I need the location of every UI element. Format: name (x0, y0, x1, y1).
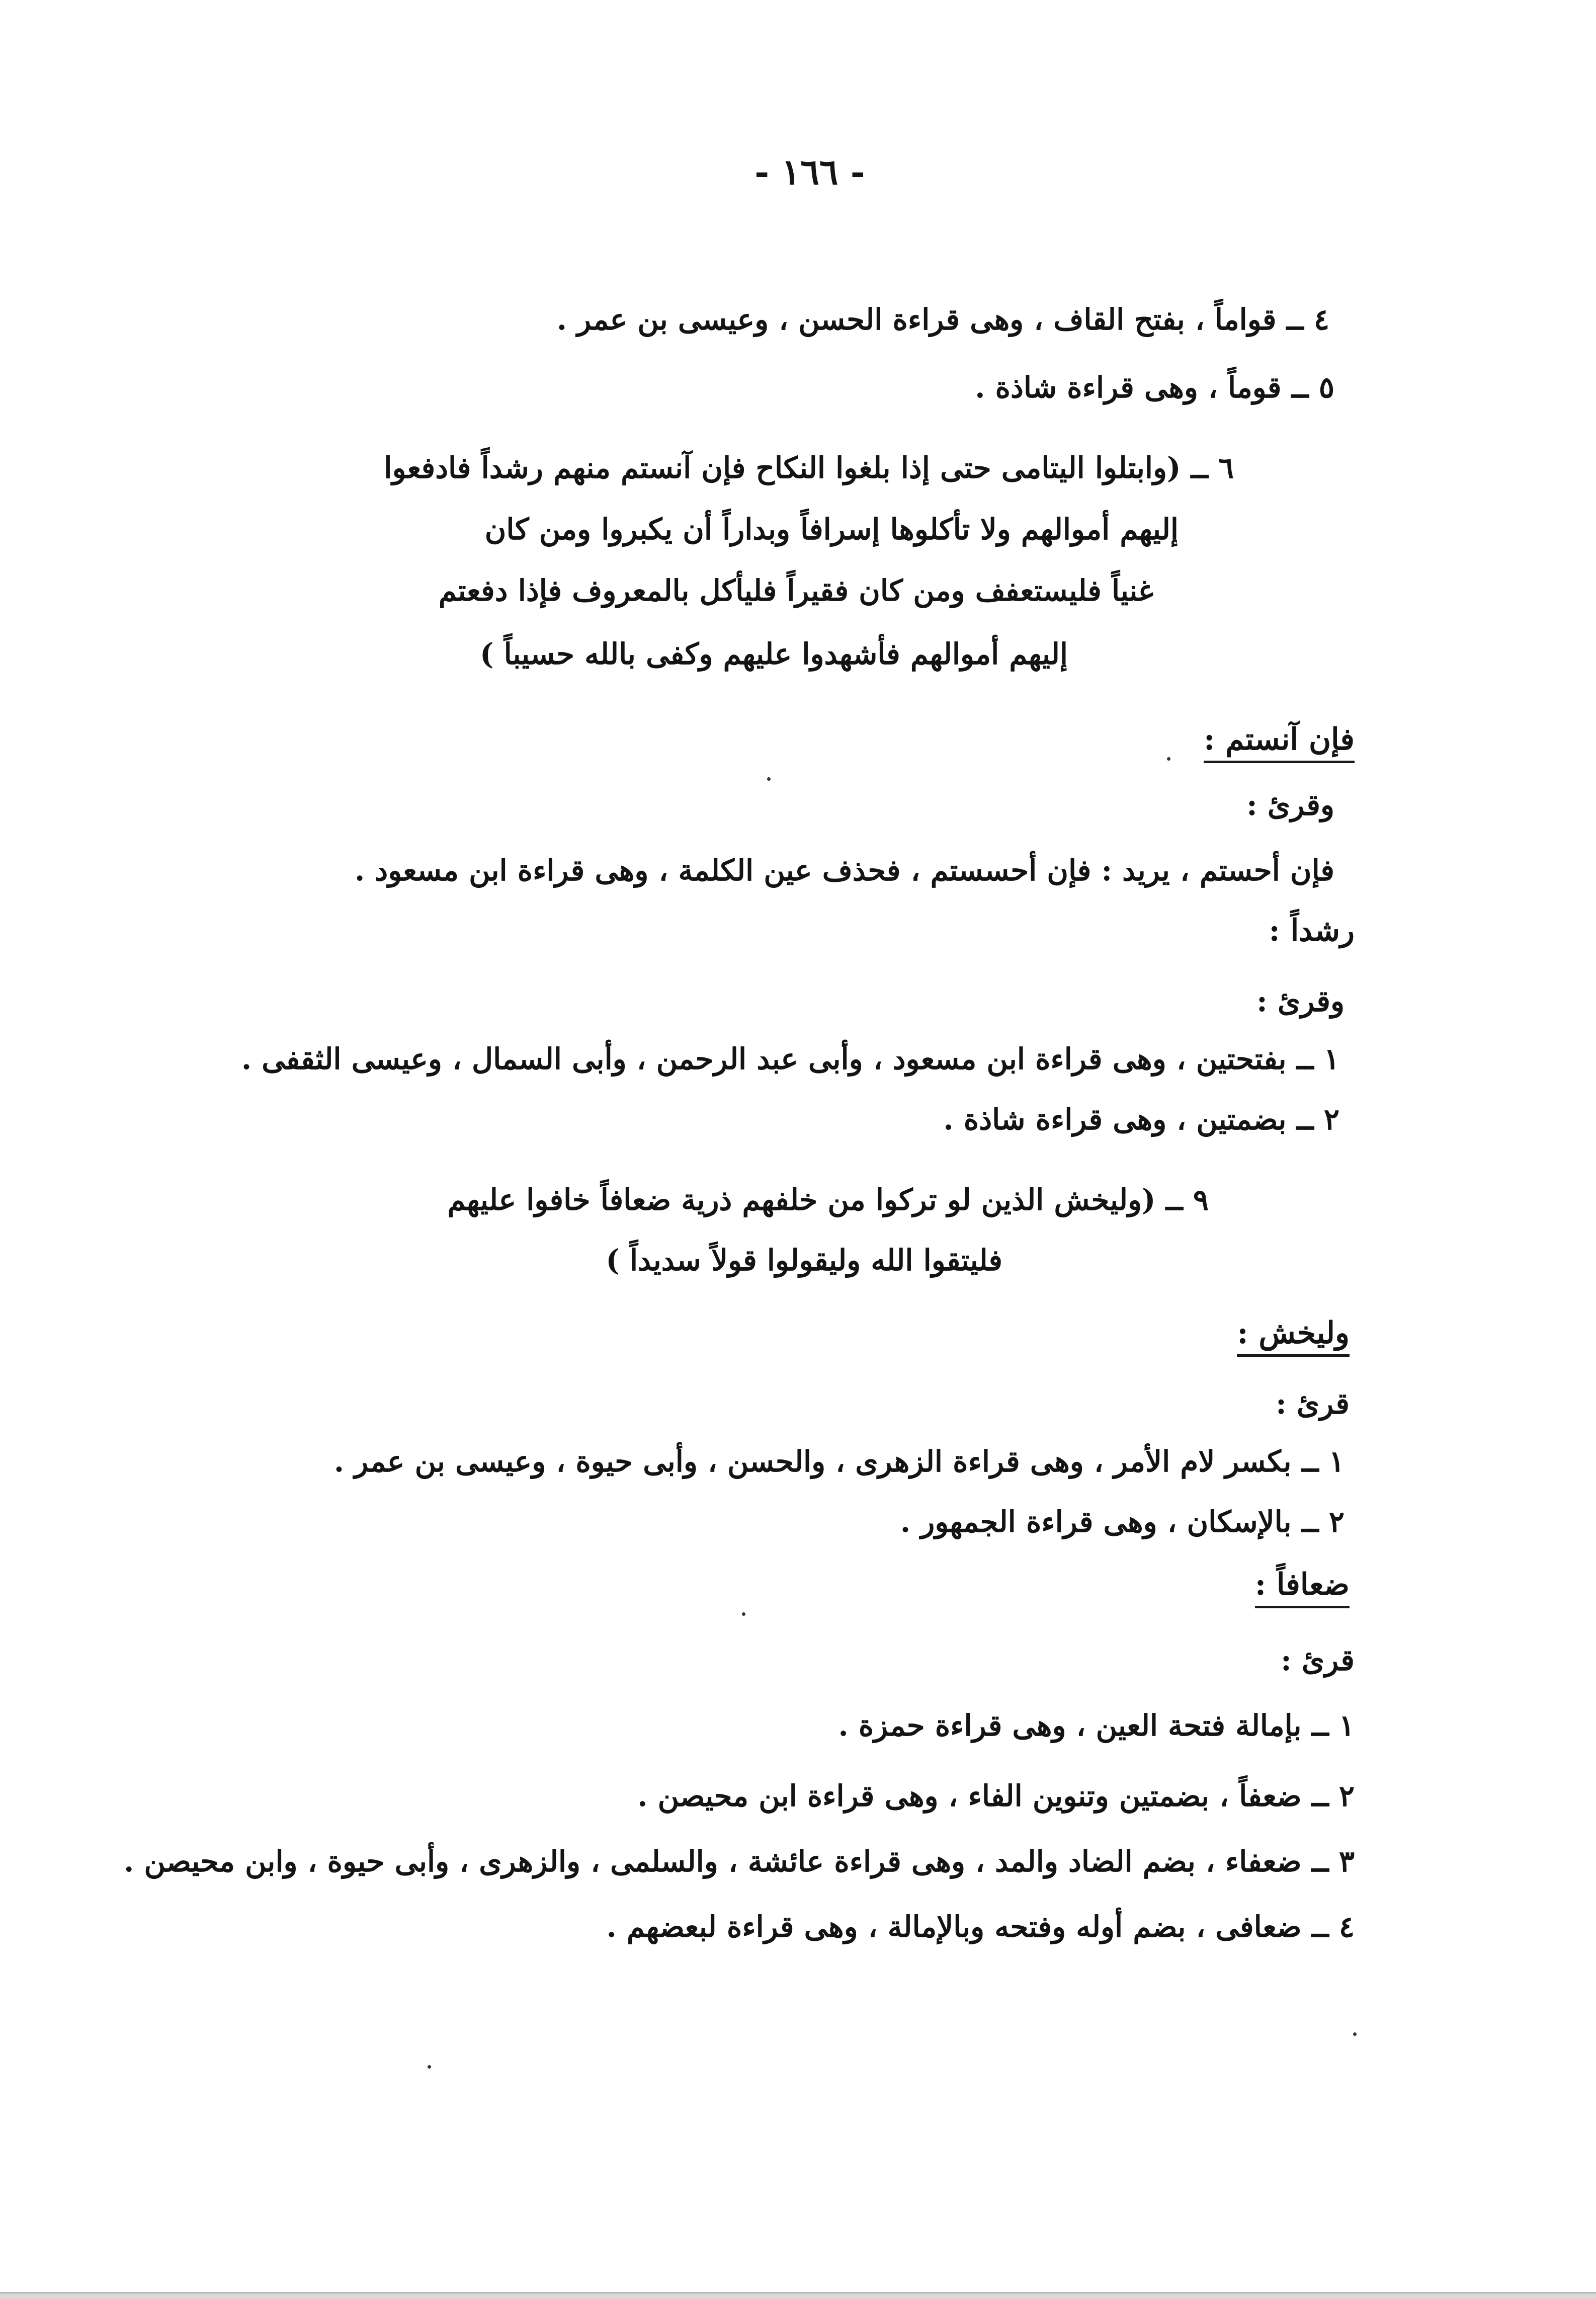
rushdan-item-1: ١ ــ بفتحتين ، وهى قراءة ابن مسعود ، وأبى عبد الرحمن ، وأبى السمال ، وعيسى الثقفى . (241, 1042, 1339, 1076)
page-number: - ١٦٦ - (754, 151, 865, 193)
intro-item-5: ٥ ــ قوماً ، وهى قراءة شاذة . (975, 370, 1334, 404)
qurie-label-3: قرئ : (1276, 1386, 1350, 1421)
qurie-label-2: وقرئ : (1256, 984, 1345, 1018)
rushdan-item-2: ٢ ــ بضمتين ، وهى قراءة شاذة . (943, 1102, 1339, 1136)
heading-anastum-text: فإن آنستم : (1204, 722, 1355, 757)
diafan-item-2: ٢ ــ ضعفاً ، بضمتين وتنوين الفاء ، وهى قراءة ابن محيصن . (637, 1779, 1355, 1813)
verse-9-line-1: ٩ ــ (وليخش الذين لو تركوا من خلفهم ذرية ضعافاً خافوا عليهم (447, 1183, 1209, 1217)
scan-speck (1353, 2032, 1357, 2036)
walyakhsha-item-1: ١ ــ بكسر لام الأمر ، وهى قراءة الزهرى ، والحسن ، وأبى حيوة ، وعيسى بن عمر . (333, 1444, 1345, 1479)
heading-anastum-underline (1204, 761, 1355, 763)
heading-diafan (1255, 1565, 1350, 1608)
walyakhsha-item-2: ٢ ــ بالإسكان ، وهى قراءة الجمهور . (900, 1505, 1345, 1539)
qurie-label-4: قرئ : (1281, 1643, 1355, 1677)
heading-rushdan (1269, 911, 1355, 951)
heading-diafan-underline (1255, 1606, 1350, 1608)
scan-speck (742, 1612, 745, 1616)
anastum-reading: فإن أحستم ، يريد : فإن أحسستم ، فحذف عين الكلمة ، وهى قراءة ابن مسعود . (355, 853, 1334, 887)
intro-item-4: ٤ ــ قواماً ، بفتح القاف ، وهى قراءة الحسن ، وعيسى بن عمر . (556, 302, 1329, 337)
verse-6-line-3: غنياً فليستعفف ومن كان فقيراً فليأكل بالمعروف فإذا دفعتم (438, 573, 1153, 608)
verse-6-line-1: ٦ ــ (وابتلوا اليتامى حتى إذا بلغوا النكاح فإن آنستم منهم رشداً فادفعوا (384, 451, 1234, 485)
verse-9-line-2: فليتقوا الله وليقولوا قولاً سديداً ) (606, 1243, 1002, 1277)
scan-speck (767, 777, 771, 781)
scan-bottom-edge (0, 2292, 1596, 2299)
diafan-item-4: ٤ ــ ضعافى ، بضم أوله وفتحه وبالإمالة ، وهى قراءة لبعضهم . (606, 1910, 1355, 1944)
heading-diafan-text: ضعافاً : (1254, 1567, 1350, 1602)
heading-walyakhsha (1237, 1313, 1350, 1357)
qurie-label-1: وقرئ : (1246, 788, 1334, 822)
heading-walyakhsha-underline (1237, 1354, 1350, 1357)
heading-walyakhsha-text: وليخش : (1237, 1316, 1350, 1351)
verse-6-line-2: إليهم أموالهم ولا تأكلوها إسرافاً وبداراً أن يكبروا ومن كان (484, 512, 1179, 546)
heading-anastum (1204, 719, 1355, 763)
diafan-item-3: ٣ ــ ضعفاء ، بضم الضاد والمد ، وهى قراءة عائشة ، والسلمى ، والزهرى ، وأبى حيوة ، وابن محيصن . (124, 1844, 1355, 1878)
scan-speck (1167, 757, 1170, 761)
heading-rushdan-text: رشداً : (1269, 913, 1355, 948)
verse-6-line-4: إليهم أموالهم فأشهدوا عليهم وكفى بالله حسيباً ) (480, 637, 1068, 671)
scan-speck (428, 2065, 431, 2069)
diafan-item-1: ١ ــ بإمالة فتحة العين ، وهى قراءة حمزة . (838, 1708, 1355, 1743)
